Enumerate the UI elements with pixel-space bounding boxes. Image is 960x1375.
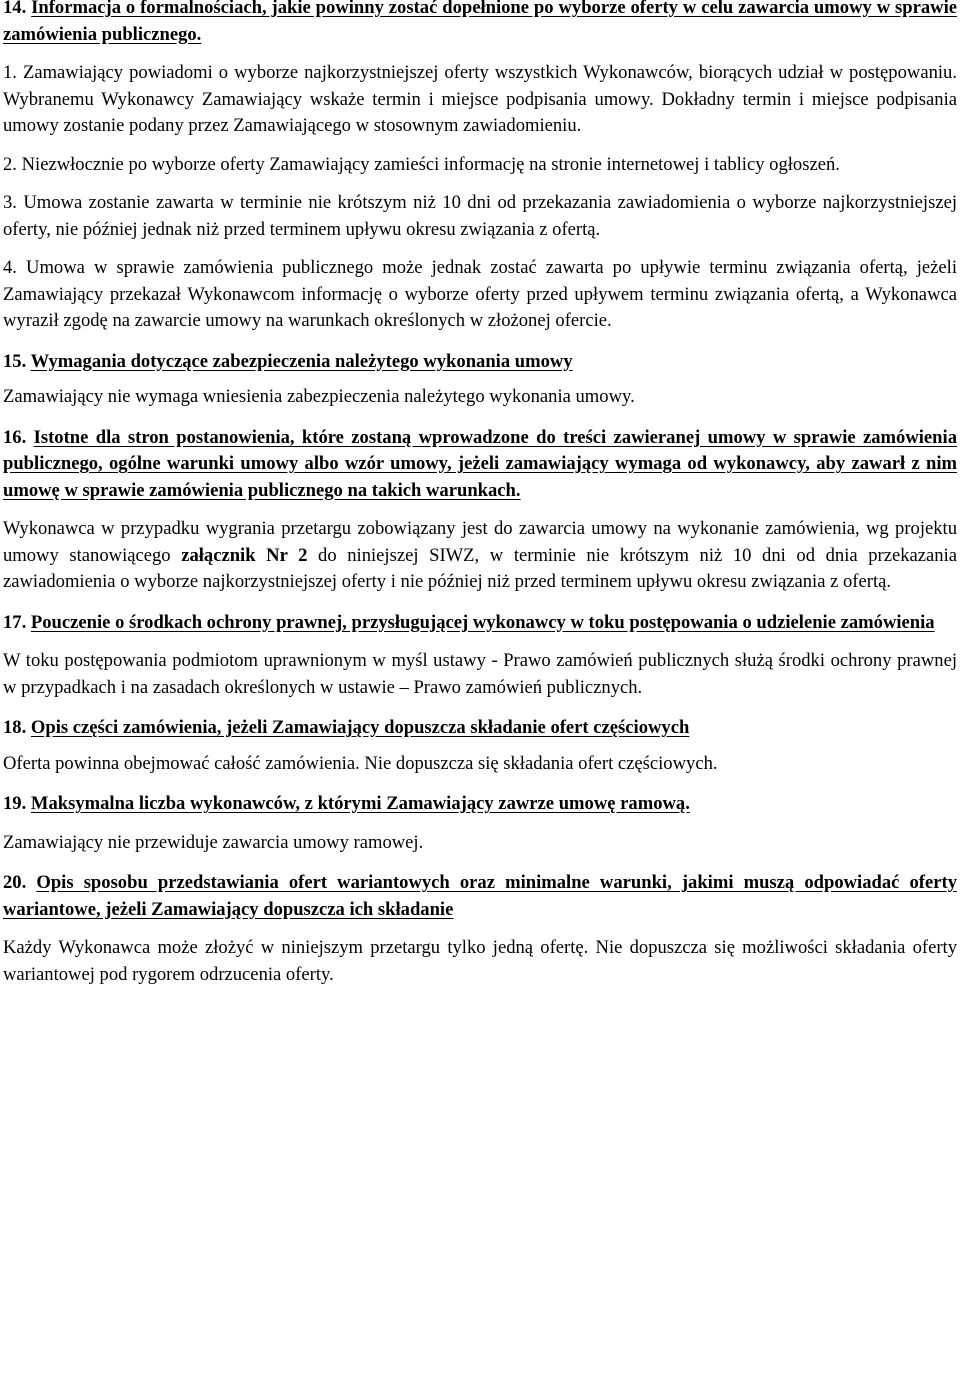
section-17-heading xyxy=(3,610,957,637)
section-number: 20. xyxy=(3,872,27,893)
section-14-paragraph-4: 4. Umowa w sprawie zamówienia publicznego może jednak zostać zawarta po upływie terminu związania ofertą, jeżeli Zamawiający przekazał Wykonawcom informację o wyborze oferty przed upływem terminu związania ofertą, a Wykonawca wyraził zgodę na zawarcie umowy na warunkach określonych w złożonej ofercie. xyxy=(3,257,957,331)
section-14-paragraph-2: 2. Niezwłocznie po wyborze oferty Zamawiający zamieści informację na stronie internetowej i tablicy ogłoszeń. xyxy=(3,153,840,175)
document-page xyxy=(3,0,957,988)
section-20-body: Każdy Wykonawca może złożyć w niniejszym przetargu tylko jedną ofertę. Nie dopuszcza się możliwości składania oferty wariantowej pod rygorem odrzucenia oferty. xyxy=(3,937,957,985)
body-text: Wykonawca w przypadku wygrania przetargu zobowiązany jest do zawarcia umowy na wykonanie zamówienia, wg projektu umowy stanowiącego xyxy=(3,518,957,566)
section-15-heading xyxy=(3,349,957,376)
section-19-body: Zamawiający nie przewiduje zawarcia umowy ramowej. xyxy=(3,831,424,853)
section-number: 19. xyxy=(3,793,27,814)
section-15-body: Zamawiający nie wymaga wniesienia zabezpieczenia należytego wykonania umowy. xyxy=(3,386,635,407)
section-18-body: Oferta powinna obejmować całość zamówienia. Nie dopuszcza się składania ofert częściowych. xyxy=(3,752,718,774)
section-number: 14. xyxy=(3,0,27,18)
section-14-paragraph-1: 1. Zamawiający powiadomi o wyborze najkorzystniejszej oferty wszystkich Wykonawców, biorących udział w postępowaniu. Wybranemu Wykonawcy Zamawiający wskaże termin i miejsce podpisania umowy. Dokładny termin i miejsce podpisania umowy zostanie podany przez Zamawiającego w stosownym zawiadomieniu. xyxy=(3,62,957,136)
section-16-body xyxy=(3,516,957,596)
section-title: Informacja o formalnościach, jakie powinny zostać dopełnione po wyborze oferty w celu zawarcia umowy w sprawie zamówienia publicznego. xyxy=(3,0,957,45)
section-title: Pouczenie o środkach ochrony prawnej, przysługującej wykonawcy w toku postępowania o udzielenie zamówienia xyxy=(30,611,935,633)
section-14-heading xyxy=(3,0,957,48)
attachment-reference: załącznik Nr 2 xyxy=(181,544,308,566)
section-number: 15. xyxy=(3,350,27,372)
section-18-heading xyxy=(3,715,957,742)
section-title: Maksymalna liczba wykonawców, z którymi Zamawiający zawrze umowę ramową. xyxy=(30,793,690,814)
section-number: 16. xyxy=(3,426,27,448)
section-20-heading xyxy=(3,870,957,923)
section-17-body: W toku postępowania podmiotom uprawnionym w myśl ustawy - Prawo zamówień publicznych służą środki ochrony prawnej w przypadkach i na zasadach określonych w ustawie – Prawo zamówień publicznych. xyxy=(3,650,957,698)
section-number: 18. xyxy=(3,717,27,738)
section-title: Wymagania dotyczące zabezpieczenia należytego wykonania umowy xyxy=(30,350,573,372)
section-title: Opis sposobu przedstawiania ofert wariantowych oraz minimalne warunki, jakimi muszą odpowiadać oferty wariantowe, jeżeli Zamawiający dopuszcza ich składanie xyxy=(3,872,957,920)
body-text: do niniejszej SIWZ, w terminie nie krótszym niż 10 dni od dnia przekazania zawiadomienia o wyborze najkorzystniejszej oferty i nie później niż przed terminem upływu okresu związania z ofertą. xyxy=(3,544,958,592)
section-19-heading xyxy=(3,791,957,818)
section-16-heading xyxy=(3,425,957,505)
section-number: 17. xyxy=(3,611,27,633)
section-title: Istotne dla stron postanowienia, które zostaną wprowadzone do treści zawieranej umowy w sprawie zamówienia publicznego, ogólne warunki umowy albo wzór umowy, jeżeli zamawiający wymaga od wykonawcy, aby zawarł z nim umowę w sprawie zamówienia publicznego na takich warunkach. xyxy=(3,426,957,501)
section-title: Opis części zamówienia, jeżeli Zamawiający dopuszcza składanie ofert częściowych xyxy=(30,717,690,738)
section-14-paragraph-3: 3. Umowa zostanie zawarta w terminie nie krótszym niż 10 dni od przekazania zawiadomienia o wyborze najkorzystniejszej oferty, nie później jednak niż przed terminem upływu okresu związania z ofertą. xyxy=(3,192,957,240)
